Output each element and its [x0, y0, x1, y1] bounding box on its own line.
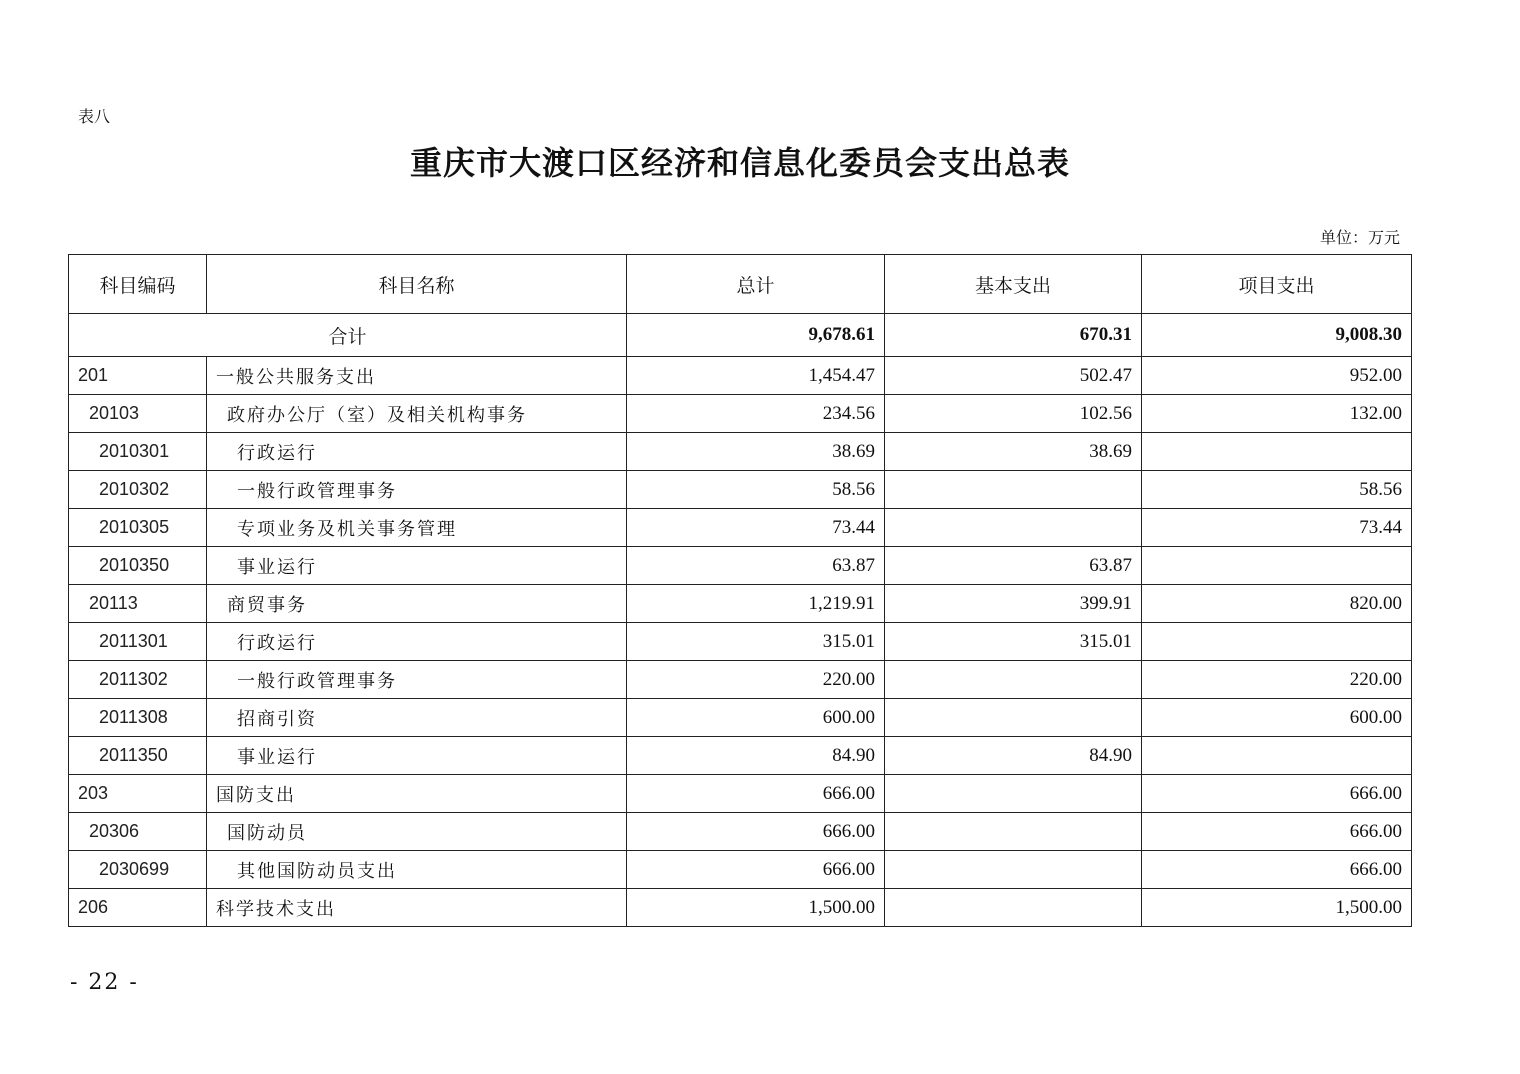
row-project: 600.00: [1142, 699, 1412, 737]
total-project: 9,008.30: [1142, 314, 1412, 357]
row-basic: [885, 509, 1142, 547]
column-header-basic: 基本支出: [885, 255, 1142, 314]
row-basic: [885, 851, 1142, 889]
row-total: 1,500.00: [627, 889, 885, 927]
row-total: 1,454.47: [627, 357, 885, 395]
row-project: 666.00: [1142, 813, 1412, 851]
row-name: 行政运行: [207, 433, 627, 471]
row-total: 234.56: [627, 395, 885, 433]
row-basic: 63.87: [885, 547, 1142, 585]
table-row: [69, 661, 1412, 699]
row-total: 600.00: [627, 699, 885, 737]
row-total: 38.69: [627, 433, 885, 471]
row-code: 203: [69, 775, 207, 813]
row-total: 666.00: [627, 851, 885, 889]
row-basic: 502.47: [885, 357, 1142, 395]
row-project: 1,500.00: [1142, 889, 1412, 927]
row-project: 58.56: [1142, 471, 1412, 509]
row-total: 666.00: [627, 813, 885, 851]
row-code: 2030699: [69, 851, 207, 889]
row-total: 220.00: [627, 661, 885, 699]
row-project: [1142, 547, 1412, 585]
table-row: [69, 813, 1412, 851]
row-basic: 315.01: [885, 623, 1142, 661]
row-code: 2010350: [69, 547, 207, 585]
row-basic: [885, 471, 1142, 509]
column-header-total: 总计: [627, 255, 885, 314]
table-row: [69, 851, 1412, 889]
row-total: 666.00: [627, 775, 885, 813]
expenditure-table: [68, 254, 1412, 927]
row-name: 一般行政管理事务: [207, 661, 627, 699]
row-project: [1142, 737, 1412, 775]
row-name: 国防动员: [207, 813, 627, 851]
row-project: [1142, 623, 1412, 661]
table-row: [69, 471, 1412, 509]
row-code: 20113: [69, 585, 207, 623]
row-basic: 38.69: [885, 433, 1142, 471]
table-row: [69, 509, 1412, 547]
row-name: 政府办公厅（室）及相关机构事务: [207, 395, 627, 433]
row-project: [1142, 433, 1412, 471]
row-basic: 399.91: [885, 585, 1142, 623]
table-row: [69, 547, 1412, 585]
row-name: 一般行政管理事务: [207, 471, 627, 509]
row-project: 132.00: [1142, 395, 1412, 433]
row-code: 2010305: [69, 509, 207, 547]
table-row: [69, 433, 1412, 471]
table-row: [69, 357, 1412, 395]
row-basic: 102.56: [885, 395, 1142, 433]
row-basic: 84.90: [885, 737, 1142, 775]
row-basic: [885, 813, 1142, 851]
row-code: 2011301: [69, 623, 207, 661]
row-code: 206: [69, 889, 207, 927]
total-sum: 9,678.61: [627, 314, 885, 357]
row-total: 1,219.91: [627, 585, 885, 623]
row-name: 国防支出: [207, 775, 627, 813]
row-name: 行政运行: [207, 623, 627, 661]
row-name: 招商引资: [207, 699, 627, 737]
table-row: [69, 395, 1412, 433]
row-total: 84.90: [627, 737, 885, 775]
row-total: 315.01: [627, 623, 885, 661]
row-project: 220.00: [1142, 661, 1412, 699]
row-project: 952.00: [1142, 357, 1412, 395]
row-code: 2010302: [69, 471, 207, 509]
column-header-code: 科目编码: [69, 255, 207, 314]
row-total: 58.56: [627, 471, 885, 509]
page-number: - 22 -: [70, 970, 139, 995]
row-name: 一般公共服务支出: [207, 357, 627, 395]
table-row: [69, 889, 1412, 927]
table-label: 表八: [78, 107, 111, 126]
row-project: 666.00: [1142, 775, 1412, 813]
row-code: 20103: [69, 395, 207, 433]
row-project: 820.00: [1142, 585, 1412, 623]
row-code: 2011302: [69, 661, 207, 699]
unit-label: 单位：万元: [1319, 228, 1400, 247]
table-row: [69, 737, 1412, 775]
total-basic: 670.31: [885, 314, 1142, 357]
row-name: 专项业务及机关事务管理: [207, 509, 627, 547]
row-name: 科学技术支出: [207, 889, 627, 927]
row-basic: [885, 889, 1142, 927]
page-title: 重庆市大渡口区经济和信息化委员会支出总表: [409, 144, 1070, 182]
row-name: 事业运行: [207, 737, 627, 775]
column-header-name: 科目名称: [207, 255, 627, 314]
total-label: 合计: [69, 314, 627, 357]
row-name: 其他国防动员支出: [207, 851, 627, 889]
row-basic: [885, 775, 1142, 813]
row-total: 73.44: [627, 509, 885, 547]
row-code: 2010301: [69, 433, 207, 471]
table-row: [69, 585, 1412, 623]
row-name: 事业运行: [207, 547, 627, 585]
row-total: 63.87: [627, 547, 885, 585]
row-basic: [885, 661, 1142, 699]
row-code: 2011350: [69, 737, 207, 775]
row-code: 20306: [69, 813, 207, 851]
row-name: 商贸事务: [207, 585, 627, 623]
column-header-project: 项目支出: [1142, 255, 1412, 314]
table-row: [69, 775, 1412, 813]
row-code: 2011308: [69, 699, 207, 737]
row-project: 666.00: [1142, 851, 1412, 889]
row-code: 201: [69, 357, 207, 395]
table-row: [69, 623, 1412, 661]
total-row: [69, 314, 1412, 357]
table-header-row: [69, 255, 1412, 314]
row-project: 73.44: [1142, 509, 1412, 547]
table-row: [69, 699, 1412, 737]
row-basic: [885, 699, 1142, 737]
